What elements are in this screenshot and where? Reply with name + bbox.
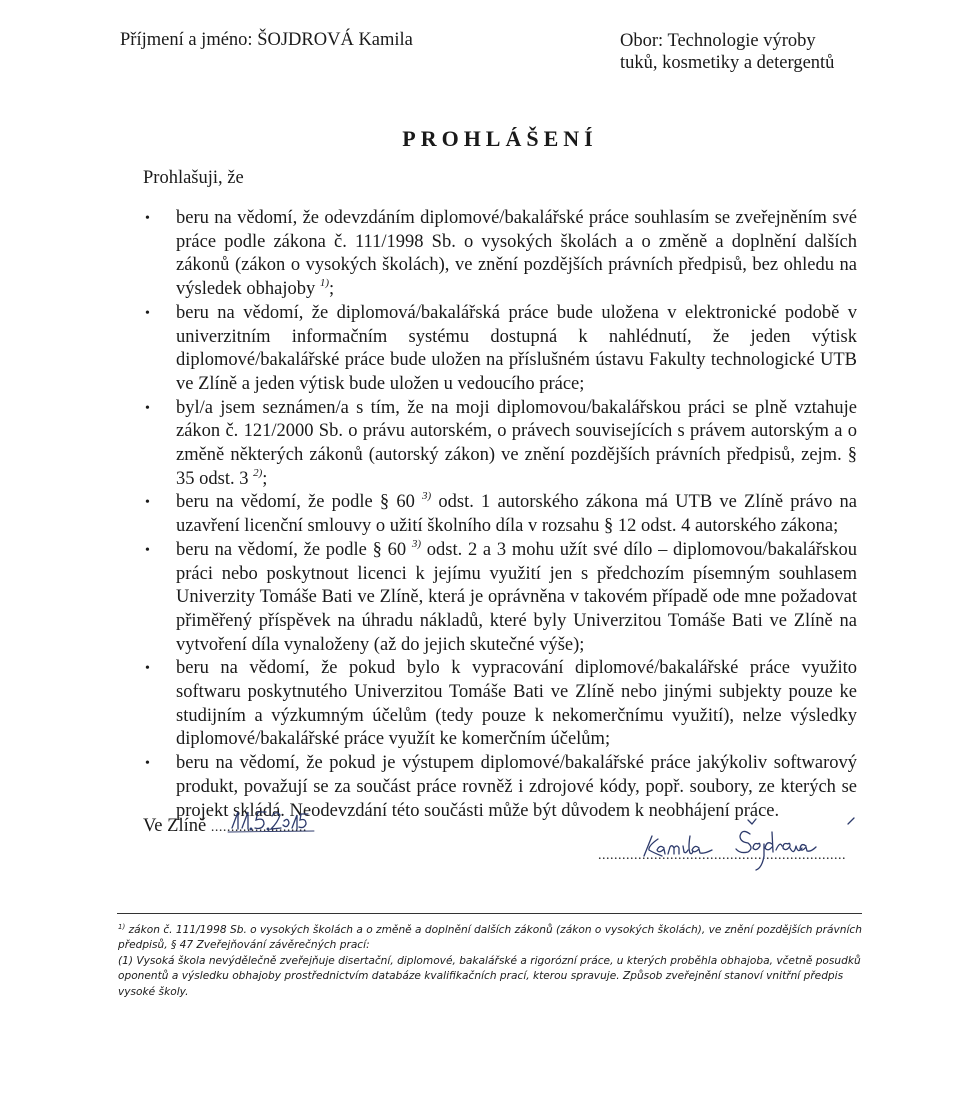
study-field (620, 30, 834, 74)
bullet-icon: • (145, 211, 150, 226)
footnote-text: zákon č. 111/1998 Sb. o vysokých školách a o změně a doplnění dalších zákonů (zákon o vysokých školách), ve znění pozdějších právních předpisů, § 47 Zveřejňování závěrečných prací: (118, 924, 862, 952)
bullet-icon: • (145, 756, 150, 772)
item-text: beru na vědomí, že odevzdáním diplomové/bakalářské práce souhlasím se zveřejněním své práce podle zákona č. 111/1998 Sb. o vysokých školách a o změně a doplnění dalších zákonů (zákon o vysokých školách), ve znění pozdějších právních předpisů, bez ohledu na výsledek obhajoby (176, 208, 857, 300)
footnotes (118, 923, 863, 1000)
list-item (145, 657, 857, 752)
list-item (145, 491, 857, 538)
study-field-line1: Obor: Technologie výroby (620, 31, 816, 51)
footnote-1-item: (1) Vysoká škola nevýdělečně zveřejňuje disertační, diplomové, bakalářské a rigorózní práce, u kterých proběhla obhajoba, včetně posudků oponentů a výsledku obhajoby prostřednictvím databáze kvalifikačních prací, kterou spravuje. Způsob zveřejnění stanoví vnitřní předpis vysoké školy. (118, 954, 861, 998)
footnote-ref: 2) (253, 466, 263, 479)
footnote-divider (117, 913, 862, 914)
list-item (145, 539, 857, 658)
item-text: beru na vědomí, že diplomová/bakalářská práce bude uložena v elektronické podobě v univerzitním informačním systému dostupná k nahlédnutí, že jeden výtisk diplomové/bakalářské práce bude uložen na příslušném ústavu Fakulty technologické UTB ve Zlíně a jeden výtisk bude uložen u vedoucího práce; (176, 302, 857, 394)
student-name (120, 30, 413, 51)
list-item (145, 397, 857, 492)
handwritten-signature (630, 806, 860, 876)
footnote-marker: 1) (118, 923, 126, 931)
date-dotted-line: ........................ (210, 820, 307, 835)
item-tail: ; (262, 468, 268, 489)
item-tail: ; (329, 279, 335, 300)
name-label: Příjmení a jméno: (120, 30, 253, 50)
intro-text: Prohlašuji, že (143, 168, 244, 188)
study-field-line2: tuků, kosmetiky a detergentů (620, 53, 835, 73)
page-title: PROHLÁŠENÍ (402, 126, 598, 151)
footnote-ref: 3) (422, 490, 432, 503)
bullet-icon: • (145, 542, 150, 558)
item-text: beru na vědomí, že pokud bylo k vypracování diplomové/bakalářské práce využito softwaru poskytnutého Univerzitou Tomáše Bati ve Zlíně nebo jinými subjekty pouze ke studijním a výzkumným účelům (tedy pouze k nekomerčnímu využití), nelze výsledky diplomové/bakalářské práce využít ke komerčním účelům; (176, 658, 857, 750)
bullet-icon: • (145, 661, 150, 677)
item-text: beru na vědomí, že pokud je výstupem diplomové/bakalářské práce jakýkoliv softwarový produkt, považují se za součást práce rovněž i zdrojové kódy, popř. soubory, ze kterých se projekt skládá. Neodevzdání této součásti může být důvodem k neobhájení práce. (176, 753, 857, 821)
item-tail: odst. 2 a 3 mohu užít své dílo – diplomovou/bakalářskou práci nebo poskytnout licenci k jejímu využití jen s předchozím písemným souhlasem Univerzity Tomáše Bati ve Zlíně, která je oprávněna v takovém případě ode mne požadovat přiměřený příspěvek na úhradu nákladů, které byly Univerzitou Tomáše Bati ve Zlíně na vytvoření díla vynaloženy (až do jejich skutečné výše); (176, 539, 857, 655)
list-item (145, 302, 857, 397)
item-text: byl/a jsem seznámen/a s tím, že na moji diplomovou/bakalářskou práci se plně vztahuje zákon č. 121/2000 Sb. o právu autorském, o právech souvisejících s právem autorským a o změně některých zákonů (autorský zákon) ve znění pozdějších právních předpisů, zejm. § 35 odst. 3 (176, 397, 857, 489)
bullet-icon: • (145, 495, 150, 511)
item-tail: odst. 1 autorského zákona má UTB ve Zlíně právo na uzavření licenční smlouvy o užití školního díla v rozsahu § 12 odst. 4 autorského zákona; (176, 492, 857, 537)
item-text: beru na vědomí, že podle § 60 (176, 492, 415, 513)
bullet-icon: • (145, 400, 150, 416)
handwritten-date (226, 806, 316, 836)
bullet-icon: • (145, 305, 150, 321)
list-item (145, 207, 857, 302)
name-value: ŠOJDROVÁ Kamila (257, 30, 413, 50)
item-text: beru na vědomí, že podle § 60 (176, 539, 407, 560)
footnote-1 (118, 923, 863, 954)
declaration-list (145, 207, 857, 823)
footnote-ref: 3) (411, 537, 422, 550)
signature-dotted-line: .............................................................. (598, 848, 846, 863)
footnote-ref: 1) (319, 277, 330, 290)
place-label: Ve Zlíně (143, 816, 207, 836)
